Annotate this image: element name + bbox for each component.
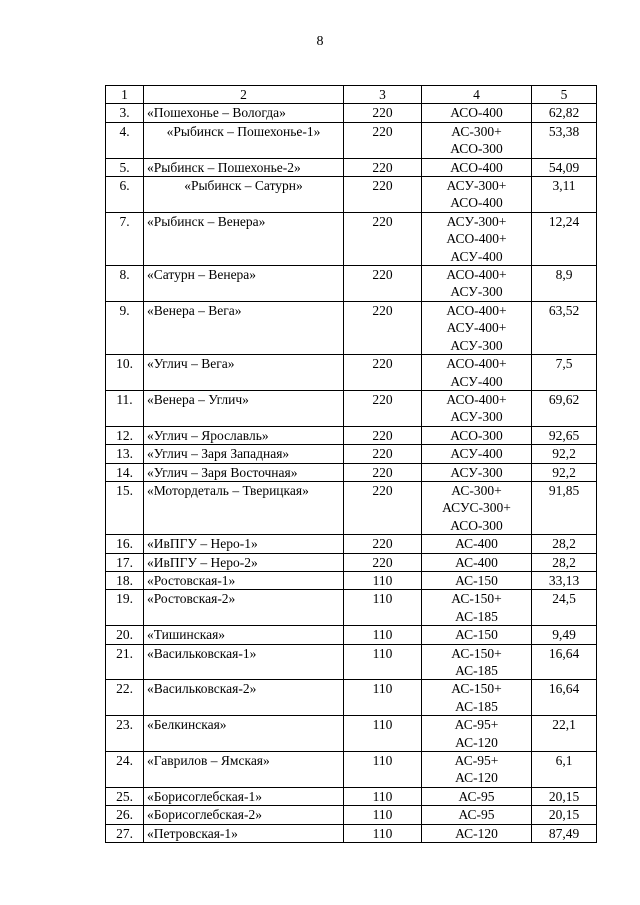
table-row (106, 445, 597, 463)
length-cell: 28,2 (532, 553, 597, 571)
wire-brand-cell (422, 463, 532, 481)
wire-brand-line: АС-120 (455, 770, 498, 786)
length-cell: 92,65 (532, 426, 597, 444)
line-name-cell: «Борисоглебская-2» (144, 806, 344, 824)
column-header-4: 4 (422, 86, 532, 104)
wire-brand-line: АСУ-400 (450, 446, 503, 462)
voltage-cell: 110 (344, 752, 422, 788)
line-name-cell: «Тишинская» (144, 626, 344, 644)
wire-brand-cell (422, 716, 532, 752)
table-row (106, 680, 597, 716)
line-name-cell: «Венера – Вега» (144, 301, 344, 354)
row-number-cell: 11. (106, 390, 144, 426)
row-number-cell: 16. (106, 535, 144, 553)
wire-brand-cell (422, 644, 532, 680)
length-cell: 91,85 (532, 481, 597, 534)
line-name-cell: «ИвПГУ – Неро-1» (144, 535, 344, 553)
voltage-cell: 220 (344, 212, 422, 265)
wire-brand-line: АСУ-300 (450, 464, 503, 480)
table-row (106, 590, 597, 626)
row-number-cell: 19. (106, 590, 144, 626)
table-row (106, 716, 597, 752)
column-header-3: 3 (344, 86, 422, 104)
voltage-cell: 110 (344, 806, 422, 824)
voltage-cell: 220 (344, 463, 422, 481)
table-row (106, 463, 597, 481)
column-header-5: 5 (532, 86, 597, 104)
length-cell: 3,11 (532, 177, 597, 213)
length-cell: 54,09 (532, 158, 597, 176)
voltage-cell: 220 (344, 426, 422, 444)
voltage-cell: 220 (344, 177, 422, 213)
wire-brand-cell (422, 445, 532, 463)
wire-brand-cell (422, 390, 532, 426)
row-number-cell: 14. (106, 463, 144, 481)
wire-brand-cell (422, 122, 532, 158)
line-name-cell: «Углич – Вега» (144, 355, 344, 391)
wire-brand-line: АС-150 (455, 627, 498, 643)
length-cell: 69,62 (532, 390, 597, 426)
length-cell: 6,1 (532, 752, 597, 788)
length-cell: 8,9 (532, 266, 597, 302)
wire-brand-line: АСО-400+ (446, 302, 507, 318)
table-row (106, 355, 597, 391)
wire-brand-line: АСО-400 (450, 195, 503, 211)
table-row (106, 390, 597, 426)
voltage-cell: 220 (344, 553, 422, 571)
wire-brand-cell (422, 212, 532, 265)
wire-brand-cell (422, 355, 532, 391)
table-row (106, 177, 597, 213)
wire-brand-cell (422, 158, 532, 176)
voltage-cell: 110 (344, 824, 422, 842)
line-name-cell: «Васильковская-2» (144, 680, 344, 716)
column-header-1: 1 (106, 86, 144, 104)
row-number-cell: 15. (106, 481, 144, 534)
wire-brand-cell (422, 752, 532, 788)
row-number-cell: 5. (106, 158, 144, 176)
line-name-cell: «Углич – Заря Западная» (144, 445, 344, 463)
voltage-cell: 220 (344, 481, 422, 534)
wire-brand-cell (422, 787, 532, 805)
voltage-cell: 110 (344, 787, 422, 805)
table-row (106, 644, 597, 680)
voltage-cell: 220 (344, 266, 422, 302)
wire-brand-line: АС-95 (458, 807, 495, 823)
row-number-cell: 7. (106, 212, 144, 265)
wire-brand-line: АСУ-400+ (446, 320, 507, 336)
wire-brand-line: АСУ-300+ (446, 178, 507, 194)
table-row (106, 553, 597, 571)
wire-brand-cell (422, 806, 532, 824)
wire-brand-cell (422, 426, 532, 444)
length-cell: 62,82 (532, 104, 597, 122)
wire-brand-line: АСУ-300+ (446, 213, 507, 229)
wire-brand-cell (422, 626, 532, 644)
line-name-cell: «Васильковская-1» (144, 644, 344, 680)
length-cell: 16,64 (532, 644, 597, 680)
table-row (106, 301, 597, 354)
length-cell: 20,15 (532, 806, 597, 824)
line-name-cell: «Рыбинск – Венера» (144, 212, 344, 265)
wire-brand-line: АС-185 (455, 663, 498, 678)
voltage-cell: 110 (344, 680, 422, 716)
wire-brand-line: АС-150+ (451, 591, 502, 607)
length-cell: 20,15 (532, 787, 597, 805)
line-name-cell: «ИвПГУ – Неро-2» (144, 553, 344, 571)
row-number-cell: 20. (106, 626, 144, 644)
row-number-cell: 25. (106, 787, 144, 805)
length-cell: 12,24 (532, 212, 597, 265)
wire-brand-cell (422, 590, 532, 626)
row-number-cell: 27. (106, 824, 144, 842)
wire-brand-cell (422, 481, 532, 534)
column-header-2: 2 (144, 86, 344, 104)
table-row (106, 535, 597, 553)
length-cell: 9,49 (532, 626, 597, 644)
wire-brand-line: АС-95+ (454, 753, 499, 769)
row-number-cell: 23. (106, 716, 144, 752)
wire-brand-line: АСО-300 (450, 427, 503, 443)
row-number-cell: 4. (106, 122, 144, 158)
wire-brand-cell (422, 824, 532, 842)
length-cell: 16,64 (532, 680, 597, 716)
table-row (106, 212, 597, 265)
table-row (106, 426, 597, 444)
line-name-cell: «Рыбинск – Пошехонье-1» (144, 122, 344, 158)
wire-brand-line: АСО-400 (450, 105, 503, 121)
wire-brand-line: АСУС-300+ (442, 500, 511, 516)
wire-brand-line: АС-120 (455, 825, 498, 841)
table-row (106, 104, 597, 122)
wire-brand-line: АСО-400 (450, 159, 503, 175)
voltage-cell: 110 (344, 571, 422, 589)
wire-brand-cell (422, 571, 532, 589)
table-row (106, 806, 597, 824)
wire-brand-line: АСО-400+ (446, 356, 507, 372)
table-row (106, 481, 597, 534)
wire-brand-line: АС-150+ (451, 681, 502, 697)
table-row (106, 787, 597, 805)
row-number-cell: 17. (106, 553, 144, 571)
line-name-cell: «Петровская-1» (144, 824, 344, 842)
wire-brand-line: АС-400 (455, 554, 498, 570)
row-number-cell: 8. (106, 266, 144, 302)
wire-brand-line: АС-95+ (454, 717, 499, 733)
length-cell: 63,52 (532, 301, 597, 354)
wire-brand-line: АСО-300 (450, 141, 503, 157)
wire-brand-line: АСО-400+ (446, 267, 507, 283)
table-body (106, 104, 597, 843)
length-cell: 87,49 (532, 824, 597, 842)
length-cell: 22,1 (532, 716, 597, 752)
voltage-cell: 110 (344, 644, 422, 680)
table-row (106, 824, 597, 842)
length-cell: 33,13 (532, 571, 597, 589)
line-name-cell: «Рыбинск – Пошехонье-2» (144, 158, 344, 176)
voltage-cell: 220 (344, 445, 422, 463)
voltage-cell: 110 (344, 590, 422, 626)
voltage-cell: 110 (344, 626, 422, 644)
row-number-cell: 6. (106, 177, 144, 213)
table-row (106, 122, 597, 158)
length-cell: 7,5 (532, 355, 597, 391)
voltage-cell: 110 (344, 716, 422, 752)
voltage-cell: 220 (344, 535, 422, 553)
voltage-cell: 220 (344, 355, 422, 391)
length-cell: 28,2 (532, 535, 597, 553)
power-lines-table (105, 85, 597, 843)
wire-brand-cell (422, 680, 532, 716)
line-name-cell: «Ростовская-2» (144, 590, 344, 626)
wire-brand-line: АСО-400+ (446, 231, 507, 247)
length-cell: 92,2 (532, 445, 597, 463)
wire-brand-line: АСУ-300 (450, 409, 503, 425)
row-number-cell: 18. (106, 571, 144, 589)
table-row (106, 571, 597, 589)
line-name-cell: «Углич – Ярославль» (144, 426, 344, 444)
length-cell: 92,2 (532, 463, 597, 481)
wire-brand-line: АС-120 (455, 734, 498, 750)
row-number-cell: 3. (106, 104, 144, 122)
voltage-cell: 220 (344, 301, 422, 354)
wire-brand-line: АС-185 (455, 698, 498, 714)
line-name-cell: «Гаврилов – Ямская» (144, 752, 344, 788)
voltage-cell: 220 (344, 158, 422, 176)
wire-brand-cell (422, 535, 532, 553)
wire-brand-line: АС-300+ (451, 482, 502, 498)
wire-brand-cell (422, 177, 532, 213)
line-name-cell: «Белкинская» (144, 716, 344, 752)
wire-brand-line: АСО-300 (450, 517, 503, 533)
table-row (106, 158, 597, 176)
line-name-cell: «Сатурн – Венера» (144, 266, 344, 302)
wire-brand-cell (422, 266, 532, 302)
length-cell: 24,5 (532, 590, 597, 626)
table-row (106, 266, 597, 302)
line-name-cell: «Углич – Заря Восточная» (144, 463, 344, 481)
wire-brand-cell (422, 104, 532, 122)
wire-brand-line: АС-150+ (451, 645, 502, 661)
table-header-row (106, 86, 597, 104)
table-row (106, 626, 597, 644)
wire-brand-line: АС-300+ (451, 123, 502, 139)
line-name-cell: «Пошехонье – Вологда» (144, 104, 344, 122)
wire-brand-line: АСО-400+ (446, 391, 507, 407)
row-number-cell: 13. (106, 445, 144, 463)
wire-brand-line: АСУ-300 (450, 337, 503, 353)
page-number: 8 (316, 34, 324, 49)
length-cell: 53,38 (532, 122, 597, 158)
wire-brand-line: АС-150 (455, 572, 498, 588)
line-name-cell: «Венера – Углич» (144, 390, 344, 426)
row-number-cell: 10. (106, 355, 144, 391)
wire-brand-line: АС-400 (455, 536, 498, 552)
wire-brand-line: АСУ-400 (450, 373, 503, 389)
wire-brand-line: АС-185 (455, 608, 498, 624)
wire-brand-line: АСУ-300 (450, 284, 503, 300)
row-number-cell: 9. (106, 301, 144, 354)
wire-brand-cell (422, 301, 532, 354)
row-number-cell: 12. (106, 426, 144, 444)
line-name-cell: «Ростовская-1» (144, 571, 344, 589)
line-name-cell: «Мотордеталь – Тверицкая» (144, 481, 344, 534)
wire-brand-line: АСУ-400 (450, 248, 503, 264)
wire-brand-line: АС-95 (458, 788, 495, 804)
row-number-cell: 22. (106, 680, 144, 716)
line-name-cell: «Рыбинск – Сатурн» (144, 177, 344, 213)
row-number-cell: 26. (106, 806, 144, 824)
wire-brand-cell (422, 553, 532, 571)
voltage-cell: 220 (344, 122, 422, 158)
row-number-cell: 24. (106, 752, 144, 788)
voltage-cell: 220 (344, 390, 422, 426)
row-number-cell: 21. (106, 644, 144, 680)
voltage-cell: 220 (344, 104, 422, 122)
line-name-cell: «Борисоглебская-1» (144, 787, 344, 805)
table-row (106, 752, 597, 788)
